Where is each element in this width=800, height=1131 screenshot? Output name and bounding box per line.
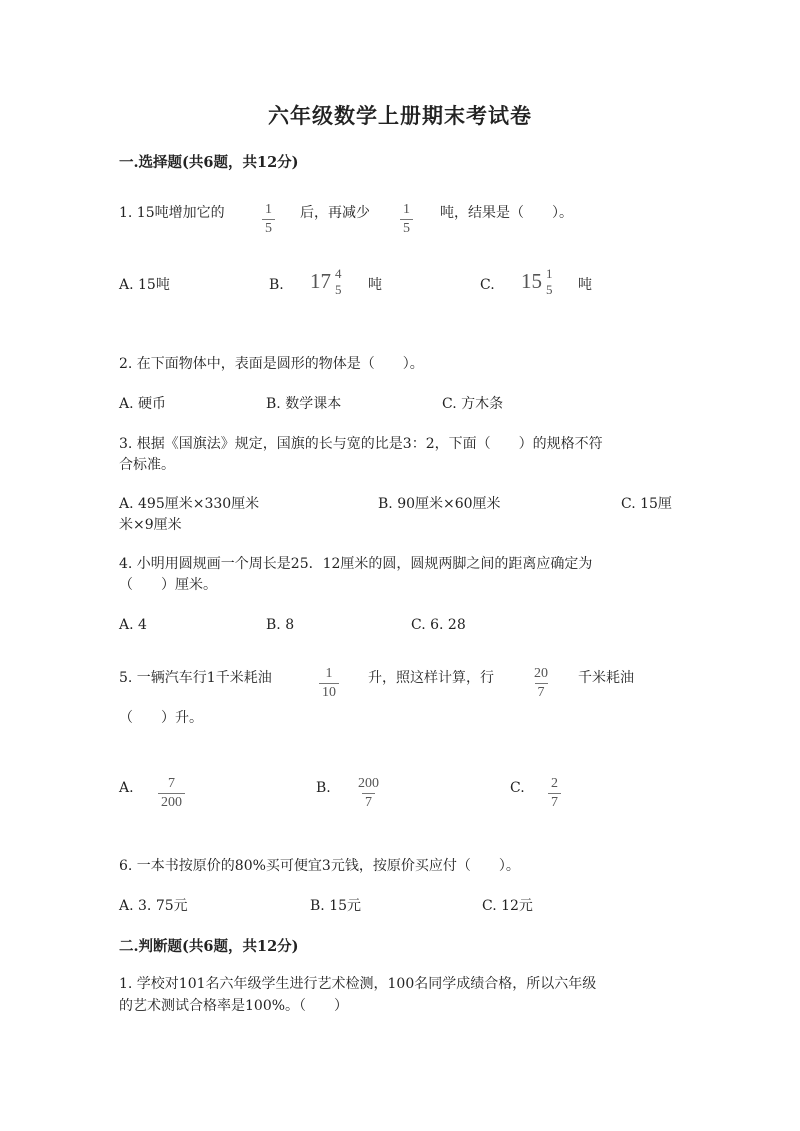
q1-fraction-2 bbox=[400, 198, 413, 236]
q1-optc-numerator: 1 bbox=[546, 266, 553, 281]
section-heading-judgement: 二.判断题(共6题，共12分) bbox=[119, 938, 299, 955]
q1-frac1-numerator: 1 bbox=[265, 202, 272, 217]
q2-option-a: A. 硬币 bbox=[119, 396, 167, 412]
q1-optb-denominator: 5 bbox=[335, 282, 342, 297]
q5-frac1-denominator: 10 bbox=[319, 683, 339, 700]
q5-stem-c: 千米耗油 bbox=[578, 670, 634, 686]
q5-frac2-denominator: 7 bbox=[535, 683, 548, 700]
q2-option-c: C. 方木条 bbox=[442, 396, 504, 412]
q5-fraction-2 bbox=[531, 662, 551, 700]
q1-optb-whole: 17 bbox=[310, 269, 331, 293]
q1-frac1-denominator: 5 bbox=[262, 219, 275, 236]
q5-optc-numerator: 2 bbox=[551, 776, 558, 791]
q5-option-b-label: B. bbox=[316, 780, 331, 796]
q5-opta-denominator: 200 bbox=[158, 793, 185, 810]
q6-option-b: B. 15元 bbox=[310, 898, 362, 914]
q1-stem-c: 吨，结果是（ ）。 bbox=[440, 205, 573, 221]
q1-fraction-1 bbox=[262, 198, 275, 236]
q4-option-b: B. 8 bbox=[266, 617, 295, 633]
q3-option-b: B. 90厘米×60厘米 bbox=[378, 496, 501, 512]
q6-stem: 6. 一本书按原价的80%买可便宜3元钱，按原价买应付（ ）。 bbox=[119, 858, 520, 874]
q5-optb-denominator: 7 bbox=[362, 793, 375, 810]
q1-option-c-mixed-number bbox=[521, 267, 556, 296]
j1-line2: 的艺术测试合格率是100%。（ ） bbox=[119, 998, 349, 1014]
q1-frac2-denominator: 5 bbox=[400, 219, 413, 236]
q4-stem-line1: 4. 小明用圆规画一个周长是25．12厘米的圆，圆规两脚之间的距离应确定为 bbox=[119, 556, 593, 572]
q4-option-c: C. 6. 28 bbox=[411, 617, 466, 633]
q2-option-b: B. 数学课本 bbox=[266, 396, 342, 412]
q3-stem-line1: 3. 根据《国旗法》规定，国旗的长与宽的比是3：2，下面（ ）的规格不符 bbox=[119, 436, 603, 452]
q4-stem-line2: （ ）厘米。 bbox=[119, 577, 217, 593]
q4-option-a: A. 4 bbox=[119, 617, 147, 633]
q5-optb-numerator: 200 bbox=[358, 776, 379, 791]
q6-option-c: C. 12元 bbox=[482, 898, 533, 914]
q1-option-c-unit: 吨 bbox=[578, 277, 592, 293]
q1-optb-numerator: 4 bbox=[335, 266, 342, 281]
q5-option-c-label: C. bbox=[510, 780, 525, 796]
q1-option-b-unit: 吨 bbox=[368, 277, 382, 293]
section-heading-choice: 一.选择题(共6题，共12分) bbox=[119, 154, 299, 171]
q5-opta-numerator: 7 bbox=[168, 776, 175, 791]
q3-stem-line2: 合标准。 bbox=[119, 457, 175, 473]
q1-optc-denominator: 5 bbox=[546, 282, 553, 297]
q1-optc-whole: 15 bbox=[521, 269, 542, 293]
q5-stem-a: 5. 一辆汽车行1千米耗油 bbox=[119, 670, 272, 686]
q5-option-b-fraction bbox=[355, 772, 382, 810]
q5-option-c-fraction bbox=[548, 772, 561, 810]
q2-stem: 2. 在下面物体中，表面是圆形的物体是（ ）。 bbox=[119, 356, 424, 372]
q6-option-a: A. 3. 75元 bbox=[119, 898, 188, 914]
q1-option-c-label: C. bbox=[480, 277, 495, 293]
q3-option-a: A. 495厘米×330厘米 bbox=[119, 496, 260, 512]
q5-option-a-fraction bbox=[158, 772, 185, 810]
q3-option-c-line2: 米×9厘米 bbox=[119, 517, 182, 533]
q5-stem-b: 升，照这样计算，行 bbox=[368, 670, 494, 686]
q5-frac2-numerator: 20 bbox=[534, 666, 548, 681]
q5-fraction-1 bbox=[319, 662, 339, 700]
q1-frac2-numerator: 1 bbox=[403, 202, 410, 217]
q1-stem-a: 1. 15吨增加它的 bbox=[119, 205, 225, 221]
q5-frac1-numerator: 1 bbox=[325, 666, 333, 681]
q1-stem-b: 后，再减少 bbox=[300, 205, 370, 221]
page-title: 六年级数学上册期末考试卷 bbox=[268, 103, 532, 128]
q5-stem-line2: （ ）升。 bbox=[119, 710, 203, 726]
q3-option-c-line1: C. 15厘 bbox=[621, 496, 672, 512]
q1-option-a: A. 15吨 bbox=[119, 277, 170, 293]
q5-optc-denominator: 7 bbox=[548, 793, 561, 810]
j1-line1: 1. 学校对101名六年级学生进行艺术检测，100名同学成绩合格，所以六年级 bbox=[119, 976, 597, 992]
q5-option-a-label: A. bbox=[119, 780, 134, 796]
q1-option-b-mixed-number bbox=[310, 267, 345, 296]
q1-option-b-label: B. bbox=[269, 277, 284, 293]
